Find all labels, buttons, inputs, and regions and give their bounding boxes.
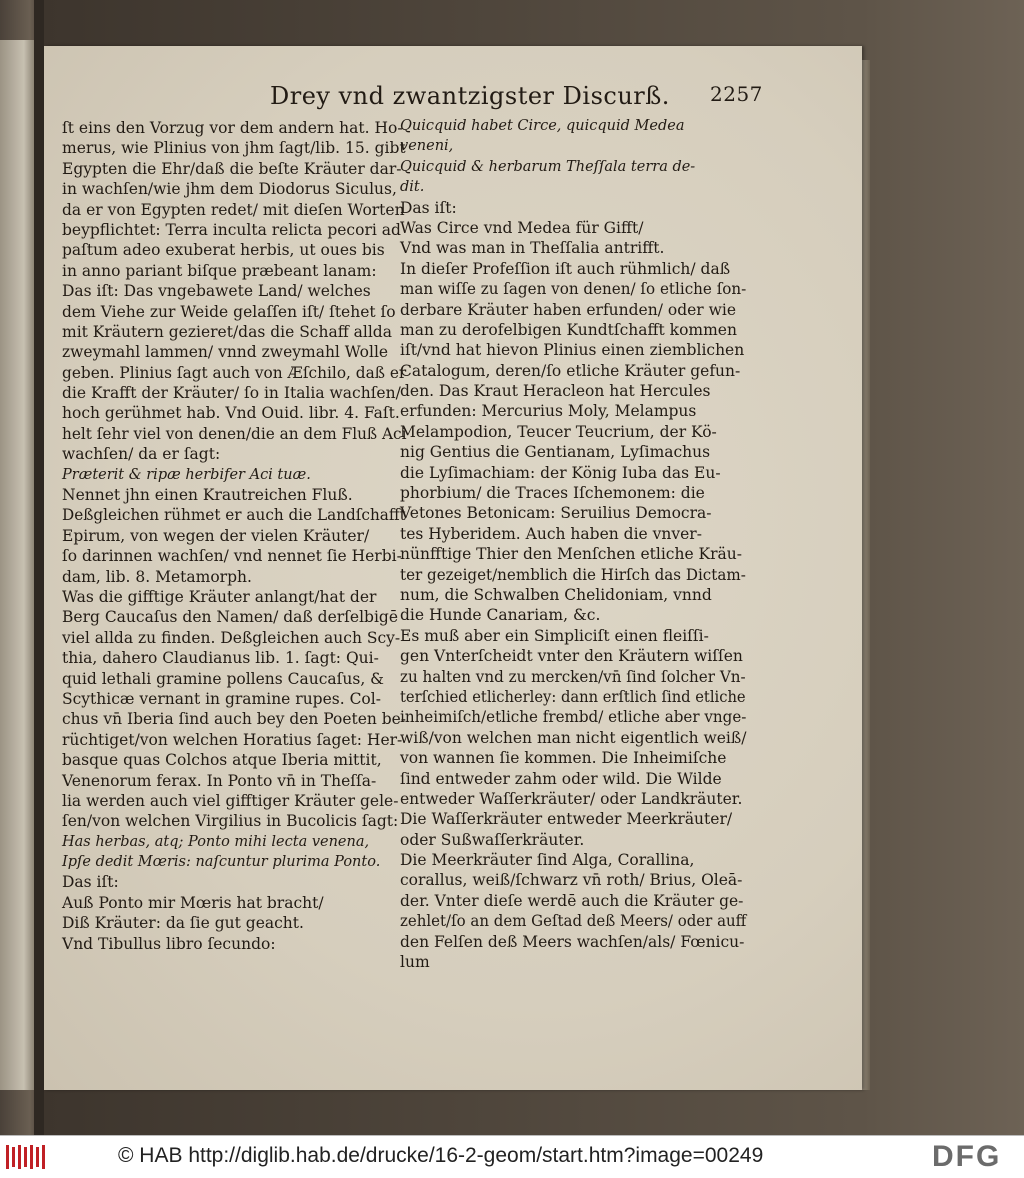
text-line: terſchied etlicherley: dann erſtlich ſind etliche [400, 687, 746, 706]
right-text-column [400, 116, 746, 972]
text-line: die Hunde Canariam, &c. [400, 606, 601, 625]
text-line: Venenorum ferax. In Ponto vn̄ in Theſſa- [62, 771, 377, 790]
text-line: basque quas Colchos atque Iberia mittit, [62, 751, 382, 770]
text-line: mit Kräutern gezieret/das die Schaff allda [62, 322, 392, 341]
text-line: lum [400, 953, 430, 972]
text-line: ſo darinnen wachſen/ vnd nennet ſie Herbi- [62, 547, 402, 566]
text-line: nünfftige Thier den Menſchen etliche Kräu- [400, 545, 742, 564]
text-line: ter gezeiget/nemblich die Hirſch das Dictam- [400, 565, 746, 584]
text-line: erfunden: Mercurius Moly, Melampus [400, 402, 697, 421]
text-line: Quicquid habet Circe, quicquid Medea [400, 118, 685, 134]
text-line: dam, lib. 8. Metamorph. [62, 567, 252, 586]
text-line: oder Sußwaſſerkräuter. [400, 830, 585, 849]
text-line: Auß Ponto mir Mœris hat bracht/ [62, 893, 324, 912]
text-line: zehlet/ſo an dem Geſtad deß Meers/ oder auff [400, 912, 747, 931]
text-line: die Krafft der Kräuter/ ſo in Italia wachſen/ [62, 384, 401, 403]
text-line: helt ſehr viel von denen/die an dem Fluß Aci [62, 424, 407, 443]
text-line: rüchtiget/von welchen Horatius ſaget: Her- [62, 730, 403, 749]
text-line: Vnd Tibullus libro ſecundo: [62, 934, 276, 953]
text-line: ſind entweder zahm oder wild. Die Wilde [400, 769, 722, 788]
text-line: Das iſt: [62, 873, 119, 892]
text-line: beypflichtet: Terra inculta relicta pecori ad [62, 220, 401, 239]
text-line: Egypten die Ehr/daß die beſte Kräuter dar- [62, 159, 402, 178]
text-line: inheimiſch/etliche frembd/ etliche aber vnge- [400, 708, 747, 727]
text-line: nig Gentius die Gentianam, Lyſimachus [400, 443, 711, 462]
text-line: Melampodion, Teucer Teucrium, der Kö- [400, 422, 717, 441]
footer-bar [0, 1135, 1024, 1178]
text-line: phorbium/ die Traces Iſchemonem: die [400, 484, 705, 503]
text-line: veneni, [400, 138, 454, 155]
text-line: Deßgleichen rühmet er auch die Landſchafft [62, 506, 406, 525]
text-line: Berg Caucaſus den Namen/ daß derſelbigē [62, 608, 399, 627]
barcode-icon [6, 1145, 46, 1169]
text-line: da er von Egypten redet/ mit dieſen Worten [62, 200, 405, 219]
text-line: der. Vnter dieſe werdē auch die Kräuter ge- [400, 891, 744, 910]
text-line: Catalogum, deren/ſo etliche Kräuter gefun- [400, 361, 741, 380]
text-line: wiß/von welchen man nicht eigentlich weiß/ [400, 728, 747, 747]
text-line: Quicquid & herbarum Theſſala terra de- [400, 158, 696, 175]
text-line: num, die Schwalben Chelidoniam, vnnd [400, 585, 712, 604]
text-line: dit. [400, 179, 425, 196]
text-line: Diß Kräuter: da ſie gut geacht. [62, 914, 304, 933]
text-line: gen Vnterſcheidt vnter den Kräutern wiſſen [400, 647, 743, 666]
left-text-column [62, 118, 406, 954]
text-line: man zu derofelbigen Kundtſchafft kommen [400, 320, 737, 339]
text-line: lia werden auch viel gifftiger Kräuter gele- [62, 791, 399, 810]
text-line: von wannen ſie kommen. Die Inheimiſche [400, 749, 727, 768]
page-number: 2257 [710, 82, 763, 106]
text-line: Nennet jhn einen Krautreichen Fluß. [62, 486, 353, 505]
text-line: zweymahl lammen/ vnnd zweymahl Wolle [62, 343, 389, 362]
text-line: merus, wie Plinius von jhm ſagt/lib. 15. gibt [62, 139, 406, 158]
header-title: Drey vnd zwantzigster Discurß. [270, 82, 670, 110]
previous-page-edge [0, 40, 34, 1090]
text-line: In dieſer Profeſſion iſt auch rühmlich/ daß [400, 259, 731, 278]
text-line: wachſen/ da er ſagt: [62, 445, 221, 464]
text-line: iſt/vnd hat hievon Plinius einen ziemblichen [400, 341, 745, 360]
text-line: den. Das Kraut Heracleon hat Hercules [400, 382, 711, 401]
page-header [270, 82, 770, 118]
text-line: Es muß aber ein Simpliciſt einen fleiſſi- [400, 626, 709, 645]
text-line: thia, dahero Claudianus lib. 1. ſagt: Qui- [62, 649, 379, 668]
text-line: paſtum adeo exuberat herbis, ut oues bis [62, 241, 385, 260]
text-line: Epirum, von wegen der vielen Kräuter/ [62, 526, 370, 545]
text-line: quid lethali gramine pollens Caucaſus, & [62, 669, 384, 688]
text-line: corallus, weiß/ſchwarz vn̄ roth/ Brius, Oleā- [400, 871, 743, 890]
text-line: in anno pariant biſque præbeant lanam: [62, 261, 377, 280]
text-line: chus vn̄ Iberia ſind auch bey den Poeten be- [62, 710, 406, 729]
text-line: viel allda zu finden. Deßgleichen auch Scy- [62, 628, 401, 647]
text-line: Has herbas, atq; Ponto mihi lecta venena, [62, 833, 370, 850]
text-line: Vnd was man in Theſſalia antrifft. [400, 239, 665, 258]
source-link[interactable]: © HAB http://diglib.hab.de/drucke/16-2-geom/start.htm?image=00249 [118, 1144, 764, 1167]
text-line: derbare Kräuter haben erfunden/ oder wie [400, 300, 737, 319]
text-line: Das iſt: [400, 198, 457, 217]
text-line: Das iſt: Das vngebawete Land/ welches [62, 282, 371, 301]
text-line: Die Meerkräuter ſind Alga, Corallina, [400, 851, 695, 870]
text-line: Was die gifftige Kräuter anlangt/hat der [62, 587, 377, 606]
text-line: Præterit & ripæ herbifer Aci tuæ. [62, 466, 311, 483]
text-line: zu halten vnd zu mercken/vn̄ ſind ſolcher Vn- [400, 667, 746, 686]
text-line: geben. Plinius ſagt auch von Æſchilo, daß er [62, 363, 407, 382]
text-line: Scythicæ vernant in gramine rupes. Col- [62, 689, 381, 708]
book-gutter [34, 0, 44, 1135]
text-line: die Lyſimachiam: der König Iuba das Eu- [400, 463, 721, 482]
text-line: dem Viehe zur Weide gelaſſen iſt/ ſtehet ſo [62, 302, 396, 321]
text-line: Die Waſſerkräuter entweder Meerkräuter/ [400, 810, 733, 829]
text-line: man wiſſe zu ſagen von denen/ ſo etliche ſon- [400, 280, 747, 299]
text-line: entweder Waſſerkräuter/ oder Landkräuter. [400, 789, 743, 808]
dfg-logo: DFG [932, 1140, 1002, 1173]
text-line: ſt eins den Vorzug vor dem andern hat. Ho- [62, 119, 403, 137]
text-line: ſen/von welchen Virgilius in Bucolicis ſagt: [62, 812, 399, 831]
text-line: Ipſe dedit Mœris: naſcuntur plurima Ponto. [62, 854, 381, 871]
text-line: hoch gerühmet hab. Vnd Ouid. libr. 4. Faſt. [62, 404, 400, 423]
text-line: in wachſen/wie jhm dem Diodorus Siculus, [62, 180, 397, 199]
text-line: Was Circe vnd Medea für Gifft/ [400, 218, 644, 237]
text-line: den Felſen deß Meers wachſen/als/ Fœnicu- [400, 932, 745, 951]
text-line: Vetones Betonicam: Seruilius Democra- [400, 504, 712, 523]
text-line: tes Hyberidem. Auch haben die vnver- [400, 524, 702, 543]
